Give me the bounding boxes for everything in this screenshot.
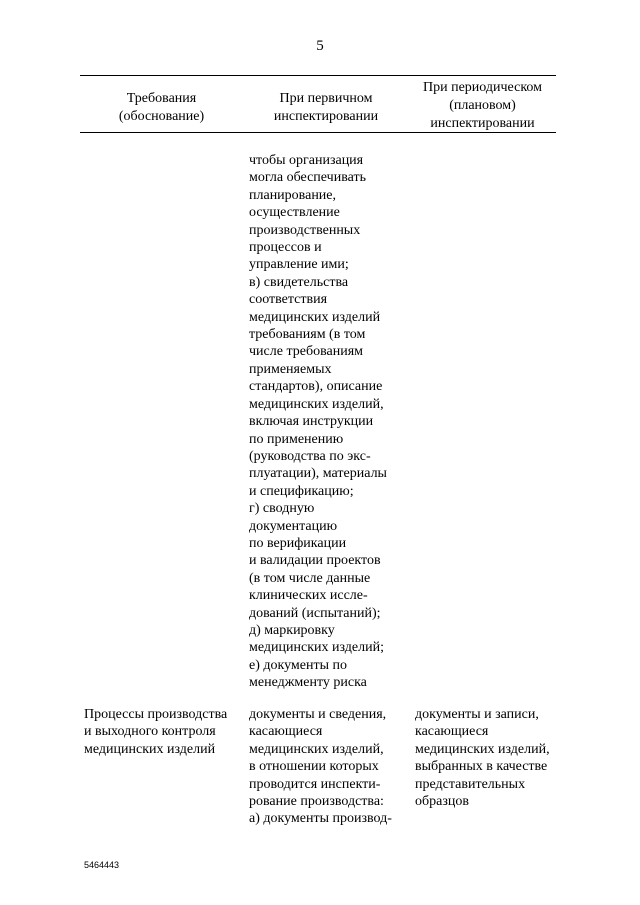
footer-document-code: 5464443 <box>84 860 120 870</box>
table-top-rule <box>80 75 556 76</box>
row2-initial-inspection-text: документы и сведения, касающиеся медицинских изделий, в отношении которых проводится инспекти- рование производства: а) документы производ- <box>249 707 392 827</box>
row1-initial-inspection-text: чтобы организация могла обеспечивать планирование, осуществление производственных процессов и управление ими; в) свидетельства соответствия медицинских изделий требованиям (в том числе требованиям применяемых стандартов), описание медицинских изделий, включая инструкции по применению (руководства по экс- плуатации), материалы и спецификацию; г) сводную документацию по верификации и валидации проектов (в том числе данные клинических иссле- дований (испытаний); д) маркировку медицинских изделий; е) документы по менеджменту риска <box>249 153 387 691</box>
header-periodic-inspection: При периодическом (плановом) инспектировании <box>422 80 542 131</box>
page-number: 5 <box>316 38 324 54</box>
header-requirements: Требования (обоснование) <box>118 91 205 124</box>
row2-requirements-text: Процессы производства и выходного контроля медицинских изделий <box>84 707 228 757</box>
header-initial-inspection: При первичном инспектировании <box>273 91 379 124</box>
row2-periodic-inspection-text: документы и записи, касающиеся медицинских изделий, выбранных в качестве представительных образцов <box>415 707 550 810</box>
